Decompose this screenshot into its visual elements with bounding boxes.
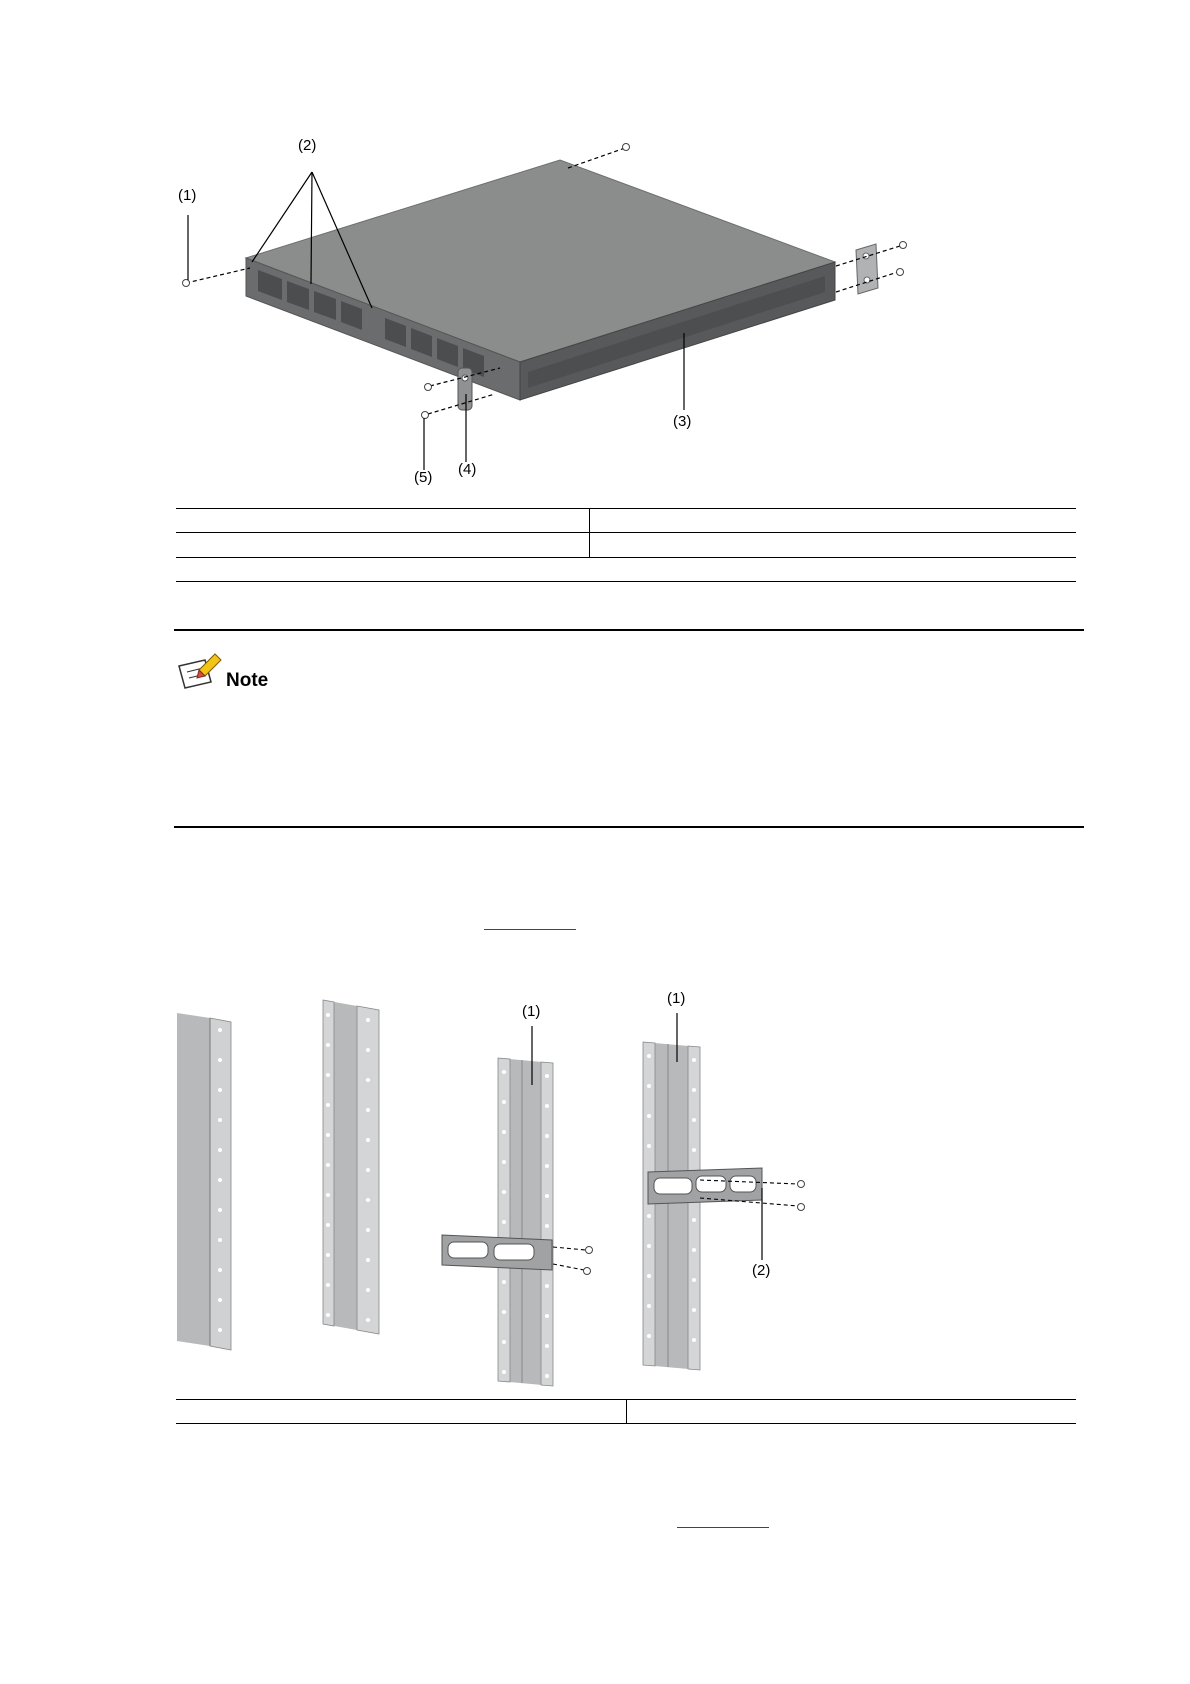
note-label: Note [226,670,269,691]
rail-callout-1: (1) [522,1003,541,1020]
figure-link-2[interactable] [677,1527,769,1528]
screw [798,1204,805,1211]
rack-rail [643,1042,762,1370]
screw [586,1247,593,1254]
callout-5: (5) [414,469,433,486]
rack-rail [442,1058,553,1386]
rack-rail [323,1000,379,1334]
callout-2: (2) [298,137,317,154]
rail-callout-2: (2) [752,1262,771,1279]
rail-callout-1b: (1) [667,990,686,1007]
screw [798,1181,805,1188]
callout-3: (3) [673,413,692,430]
callout-4: (4) [458,461,477,478]
rack-rail [177,1013,231,1350]
screw [584,1268,591,1275]
callout-1: (1) [178,187,197,204]
